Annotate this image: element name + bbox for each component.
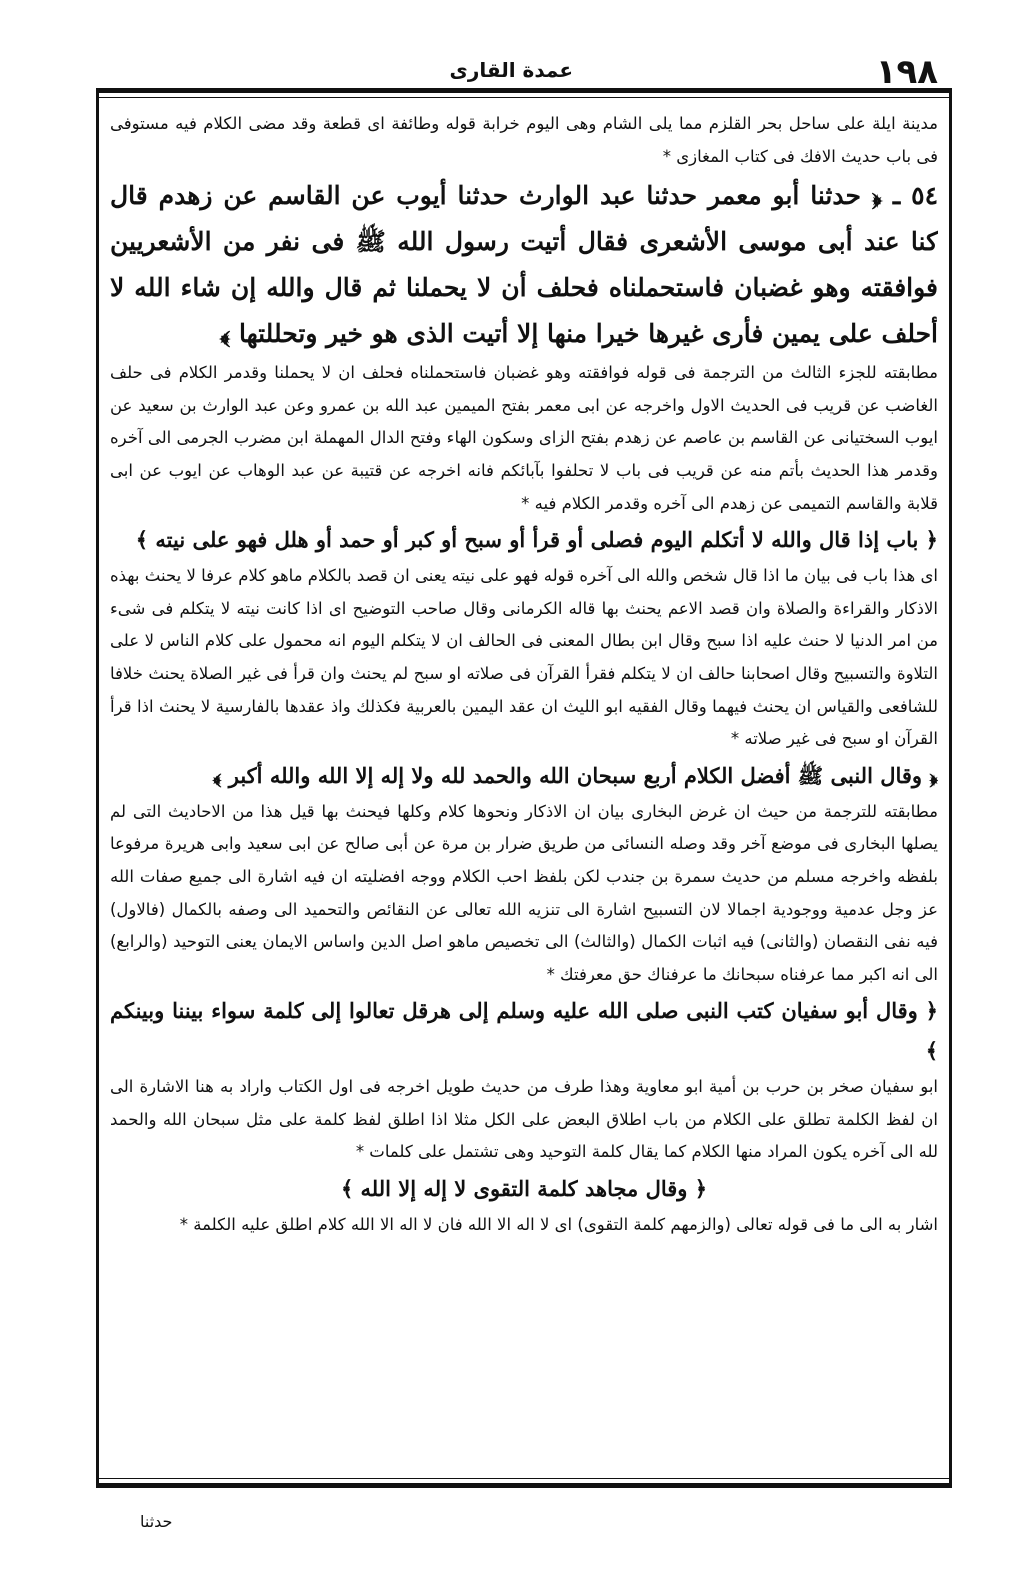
chapter-heading-3: ﴿ وقال أبو سفيان كتب النبى صلى الله عليه وسلم إلى هرقل تعالوا إلى كلمة سواء بيننا وبينكم ﴾: [110, 998, 938, 1064]
paragraph-5: ابو سفيان صخر بن حرب بن أمية ابو معاوية وهذا طرف من حديث طويل اخرجه فى اول الكتاب واراد به هنا الاشارة الى ان لفظ الكلمة تطلق على الكلام من باب اطلاق البعض على الكل مثلا اذا اطلق لفظ كلمة على مثل سبحان الله والحمد لله الى آخره يكون المراد منها الكلام كما يقال كلمة التوحيد وهى تشتمل على كلمات *: [110, 1077, 938, 1162]
chapter-heading-1: ﴿ باب إذا قال والله لا أتكلم اليوم فصلى أو قرأ أو سبح أو كبر أو حمد أو هلل فهو على نيته ﴾: [135, 527, 938, 553]
catchword: حدثنا: [140, 1512, 173, 1531]
page-number: ١٩٨: [875, 52, 938, 92]
chapter-heading-4: ﴿ وقال مجاهد كلمة التقوى لا إله إلا الله ﴾: [340, 1176, 708, 1202]
paragraph-3: اى هذا باب فى بيان ما اذا قال شخص والله الى آخره قوله فهو على نيته يعنى ان قصد بالكلام ماهو كلام عرفا لا يحنث بهذه الاذكار والقراءة والصلاة وان قصد الاعم يحنث بها قاله الكرمانى وقال صاحب التوضيح اى اذا كانت نيته لا يتكلم فى شىء من امر الدنيا لا حنث عليه اذا سبح وقال ابن بطال المعنى فى الحالف ان لا يتكلم اليوم انه محمول على كلام الناس لا على التلاوة والتسبيح وقال اصحابنا حالف ان لا يتكلم فقرأ القرآن فى صلاته او سبح لم يحنث وان قرأ فى غير الصلاة يحنث خلافا للشافعى والقياس ان يحنث فيهما وقال الفقيه ابو الليث ان عقد اليمين بالعربية فكذلك واذ عقدها بالفارسية لا يحنث اذا قرأ القرآن او سبح فى غير صلاته *: [110, 566, 938, 749]
hadith-text: ٥٤ ـ ﴿ حدثنا أبو معمر حدثنا عبد الوارث حدثنا أيوب عن القاسم عن زهدم قال كنا عند أبى موسى الأشعرى فقال أتيت رسول الله ﷺ فى نفر من الأشعريين فوافقته وهو غضبان فاستحملناه فحلف أن لا يحملنا ثم قال والله إن شاء الله لا أحلف على يمين فأرى غيرها خيرا منها إلا أتيت الذى هو خير وتحللتها ﴾: [110, 181, 938, 349]
running-title: عمدة القارى: [449, 58, 573, 82]
page-body: [110, 108, 938, 1478]
paragraph-6: اشار به الى ما فى قوله تعالى (والزمهم كلمة التقوى) اى لا اله الا الله فان لا اله الا الله كلام اطلق عليه الكلمة *: [179, 1215, 938, 1235]
chapter-heading-2: ﴿ وقال النبى ﷺ أفضل الكلام أربع سبحان الله والحمد لله ولا إله إلا الله والله أكبر ﴾: [212, 762, 938, 788]
paragraph-2: مطابقته للجزء الثالث من الترجمة فى قوله فوافقته وهو غضبان فاستحملناه فحلف ان لا يحملنا وقدمر الكلام فى حلف الغاضب عن قريب فى الحديث الاول واخرجه عن ابى معمر بفتح الميمين عبد الله بن عمرو وعن عبد الوارث بن سعيد عن ايوب السختيانى عن القاسم بن عاصم عن زهدم بفتح الزاى وسكون الهاء وفتح الدال المهملة ابن مضرب الجرمى الى آخره وقدمر هذا الحديث بأتم منه عن قريب فى باب لا تحلفوا بآبائكم فانه اخرجه عن قتيبة عن عبد الوهاب عن ايوب عن ابى قلابة والقاسم التميمى عن زهدم الى آخره وقدمر الكلام فيه *: [110, 363, 938, 513]
paragraph-1: مدينة ايلة على ساحل بحر القلزم مما يلى الشام وهى اليوم خرابة قوله وطائفة اى قطعة وقد مضى الكلام فيه مستوفى فى باب حديث الافك فى كتاب المغازى *: [110, 114, 938, 166]
page-header: [100, 52, 948, 92]
paragraph-4: مطابقته للترجمة من حيث ان غرض البخارى بيان ان الاذكار ونحوها كلام وكلها فيحنث بها قيل هذا من الاحاديث التى لم يصلها البخارى فى موضع آخر وقد وصله النسائى من طريق ضرار بن مرة عن أبى صالح عن ابى سعيد وابى هريرة مرفوعا بلفظه واخرجه مسلم من حديث سمرة بن جندب لكن بلفظ احب الكلام ووجه افضليته ان فيه اشارة الى جميع صفات الله عز وجل عدمية ووجودية اجمالا لان التسبيح اشارة الى تنزيه الله تعالى عن النقائص والتحميد الى وصفه بالكمال (فالاول) فيه نفى النقصان (والثانى) فيه اثبات الكمال (والثالث) الى تخصيص ماهو اصل الدين واساس الايمان يعنى التوحيد (والرابع) الى انه اكبر مما عرفناه سبحانك ما عرفناك حق معرفتك *: [110, 801, 938, 984]
